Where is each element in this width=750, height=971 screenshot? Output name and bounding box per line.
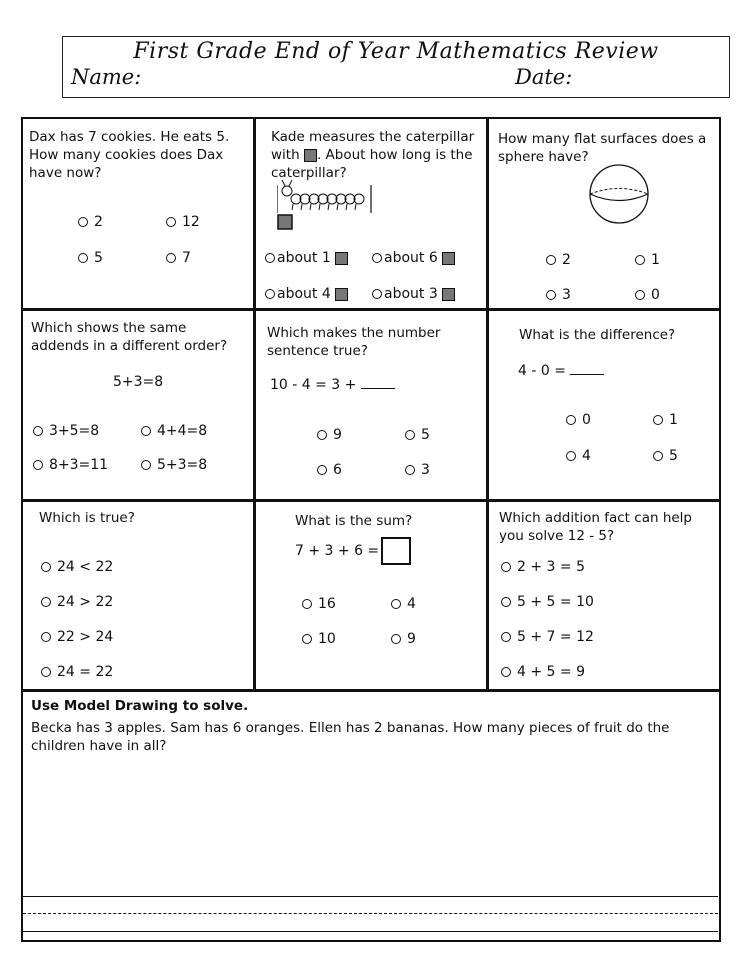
answer-option[interactable]: 9 bbox=[391, 630, 416, 648]
answer-bubble-icon[interactable] bbox=[265, 253, 275, 263]
question-grid bbox=[21, 117, 721, 942]
question-7 bbox=[23, 501, 253, 689]
question-8 bbox=[255, 501, 486, 689]
answer-bubble-icon[interactable] bbox=[317, 430, 327, 440]
question-10-text: Becka has 3 apples. Sam has 6 oranges. Ellen has 2 bananas. How many pieces of fruit do the children have in all? bbox=[31, 720, 670, 754]
answer-option[interactable]: 0 bbox=[566, 411, 591, 429]
question-3-text: How many flat surfaces does a sphere have? bbox=[498, 131, 707, 165]
answer-bubble-icon[interactable] bbox=[78, 253, 88, 263]
answer-option[interactable]: 4 + 5 = 9 bbox=[501, 663, 585, 681]
answer-bubble-icon[interactable] bbox=[501, 667, 511, 677]
answer-bubble-icon[interactable] bbox=[653, 451, 663, 461]
answer-blank[interactable] bbox=[361, 376, 395, 389]
answer-bubble-icon[interactable] bbox=[546, 290, 556, 300]
answer-option[interactable]: 3 bbox=[546, 286, 571, 304]
caterpillar-image bbox=[277, 179, 377, 234]
answer-option[interactable]: 7 bbox=[166, 249, 191, 267]
answer-option[interactable]: 1 bbox=[635, 251, 660, 269]
square-unit-icon bbox=[442, 288, 455, 301]
answer-bubble-icon[interactable] bbox=[566, 415, 576, 425]
answer-bubble-icon[interactable] bbox=[41, 632, 51, 642]
question-10 bbox=[23, 691, 718, 941]
name-label: Name: bbox=[71, 65, 142, 89]
answer-option[interactable]: 9 bbox=[317, 426, 342, 444]
answer-option[interactable]: 24 < 22 bbox=[41, 558, 113, 576]
answer-bubble-icon[interactable] bbox=[141, 426, 151, 436]
answer-option[interactable]: 12 bbox=[166, 213, 200, 231]
answer-option[interactable]: 4+4=8 bbox=[141, 422, 207, 440]
answer-option[interactable]: 2 + 3 = 5 bbox=[501, 558, 585, 576]
question-4 bbox=[23, 310, 253, 499]
question-6-equation: 4 - 0 = bbox=[518, 362, 604, 380]
answer-bubble-icon[interactable] bbox=[546, 255, 556, 265]
answer-bubble-icon[interactable] bbox=[41, 597, 51, 607]
answer-option[interactable]: 24 = 22 bbox=[41, 663, 113, 681]
answer-bubble-icon[interactable] bbox=[302, 599, 312, 609]
answer-bubble-icon[interactable] bbox=[405, 465, 415, 475]
answer-option[interactable]: 10 bbox=[302, 630, 336, 648]
sphere-image bbox=[588, 163, 650, 225]
question-6 bbox=[488, 310, 720, 499]
answer-bubble-icon[interactable] bbox=[635, 290, 645, 300]
answer-bubble-icon[interactable] bbox=[33, 426, 43, 436]
question-5 bbox=[255, 310, 486, 499]
writing-line-middle bbox=[23, 913, 718, 914]
answer-bubble-icon[interactable] bbox=[501, 632, 511, 642]
question-9 bbox=[488, 501, 720, 689]
date-label: Date: bbox=[515, 65, 573, 89]
question-7-text: Which is true? bbox=[39, 510, 135, 526]
answer-option[interactable]: 24 > 22 bbox=[41, 593, 113, 611]
answer-option[interactable]: about 3 bbox=[372, 285, 455, 303]
answer-bubble-icon[interactable] bbox=[166, 217, 176, 227]
answer-option[interactable]: 3+5=8 bbox=[33, 422, 99, 440]
answer-option[interactable]: 22 > 24 bbox=[41, 628, 113, 646]
measuring-square-icon bbox=[304, 149, 317, 162]
question-2-text: Kade measures the caterpillar with . About how long is the caterpillar? bbox=[271, 129, 475, 181]
answer-option[interactable]: 8+3=11 bbox=[33, 456, 108, 474]
answer-bubble-icon[interactable] bbox=[317, 465, 327, 475]
question-6-text: What is the difference? bbox=[519, 327, 676, 343]
answer-option[interactable]: 5+3=8 bbox=[141, 456, 207, 474]
question-4-text: Which shows the same addends in a different order? bbox=[31, 320, 228, 354]
answer-option[interactable]: 16 bbox=[302, 595, 336, 613]
answer-option[interactable]: 2 bbox=[546, 251, 571, 269]
square-unit-icon bbox=[335, 288, 348, 301]
square-unit-icon bbox=[442, 252, 455, 265]
answer-option[interactable]: 2 bbox=[78, 213, 103, 231]
answer-bubble-icon[interactable] bbox=[302, 634, 312, 644]
question-3 bbox=[488, 119, 720, 308]
answer-bubble-icon[interactable] bbox=[501, 597, 511, 607]
answer-bubble-icon[interactable] bbox=[405, 430, 415, 440]
answer-bubble-icon[interactable] bbox=[391, 599, 401, 609]
question-5-text: Which makes the number sentence true? bbox=[267, 325, 441, 359]
answer-option[interactable]: about 4 bbox=[265, 285, 348, 303]
answer-bubble-icon[interactable] bbox=[566, 451, 576, 461]
header-box bbox=[62, 36, 730, 98]
answer-option[interactable]: 5 bbox=[653, 447, 678, 465]
question-10-heading: Use Model Drawing to solve. bbox=[31, 698, 249, 714]
worksheet-title: First Grade End of Year Mathematics Review bbox=[133, 39, 659, 64]
question-1 bbox=[23, 119, 253, 308]
answer-bubble-icon[interactable] bbox=[141, 460, 151, 470]
answer-option[interactable]: 3 bbox=[405, 461, 430, 479]
answer-option[interactable]: 5 bbox=[78, 249, 103, 267]
answer-bubble-icon[interactable] bbox=[391, 634, 401, 644]
answer-option[interactable]: 4 bbox=[566, 447, 591, 465]
answer-option[interactable]: about 6 bbox=[372, 249, 455, 267]
answer-bubble-icon[interactable] bbox=[635, 255, 645, 265]
question-1-text: Dax has 7 cookies. He eats 5. How many cookies does Dax have now? bbox=[29, 129, 230, 181]
answer-option[interactable]: 5 + 5 = 10 bbox=[501, 593, 594, 611]
question-2 bbox=[255, 119, 486, 308]
answer-option[interactable]: 0 bbox=[635, 286, 660, 304]
question-8-text: What is the sum? bbox=[295, 513, 413, 529]
answer-blank[interactable] bbox=[570, 362, 604, 375]
answer-option[interactable]: 4 bbox=[391, 595, 416, 613]
answer-bubble-icon[interactable] bbox=[33, 460, 43, 470]
question-4-equation: 5+3=8 bbox=[113, 374, 164, 390]
question-9-text: Which addition fact can help you solve 12 - 5? bbox=[499, 510, 692, 544]
answer-bubble-icon[interactable] bbox=[653, 415, 663, 425]
answer-box[interactable] bbox=[381, 537, 411, 565]
answer-bubble-icon[interactable] bbox=[501, 562, 511, 572]
square-unit-icon bbox=[335, 252, 348, 265]
question-5-equation: 10 - 4 = 3 + bbox=[270, 376, 395, 394]
answer-bubble-icon[interactable] bbox=[78, 217, 88, 227]
writing-line-top bbox=[23, 896, 718, 897]
question-8-equation: 7 + 3 + 6 = bbox=[295, 537, 411, 565]
answer-option[interactable]: about 1 bbox=[265, 249, 348, 267]
answer-option[interactable]: 5 bbox=[405, 426, 430, 444]
answer-option[interactable]: 6 bbox=[317, 461, 342, 479]
answer-option[interactable]: 5 + 7 = 12 bbox=[501, 628, 594, 646]
writing-line-bottom[interactable] bbox=[23, 931, 718, 932]
answer-bubble-icon[interactable] bbox=[372, 253, 382, 263]
answer-option[interactable]: 1 bbox=[653, 411, 678, 429]
answer-bubble-icon[interactable] bbox=[41, 562, 51, 572]
answer-bubble-icon[interactable] bbox=[166, 253, 176, 263]
answer-bubble-icon[interactable] bbox=[372, 289, 382, 299]
answer-bubble-icon[interactable] bbox=[265, 289, 275, 299]
answer-bubble-icon[interactable] bbox=[41, 667, 51, 677]
